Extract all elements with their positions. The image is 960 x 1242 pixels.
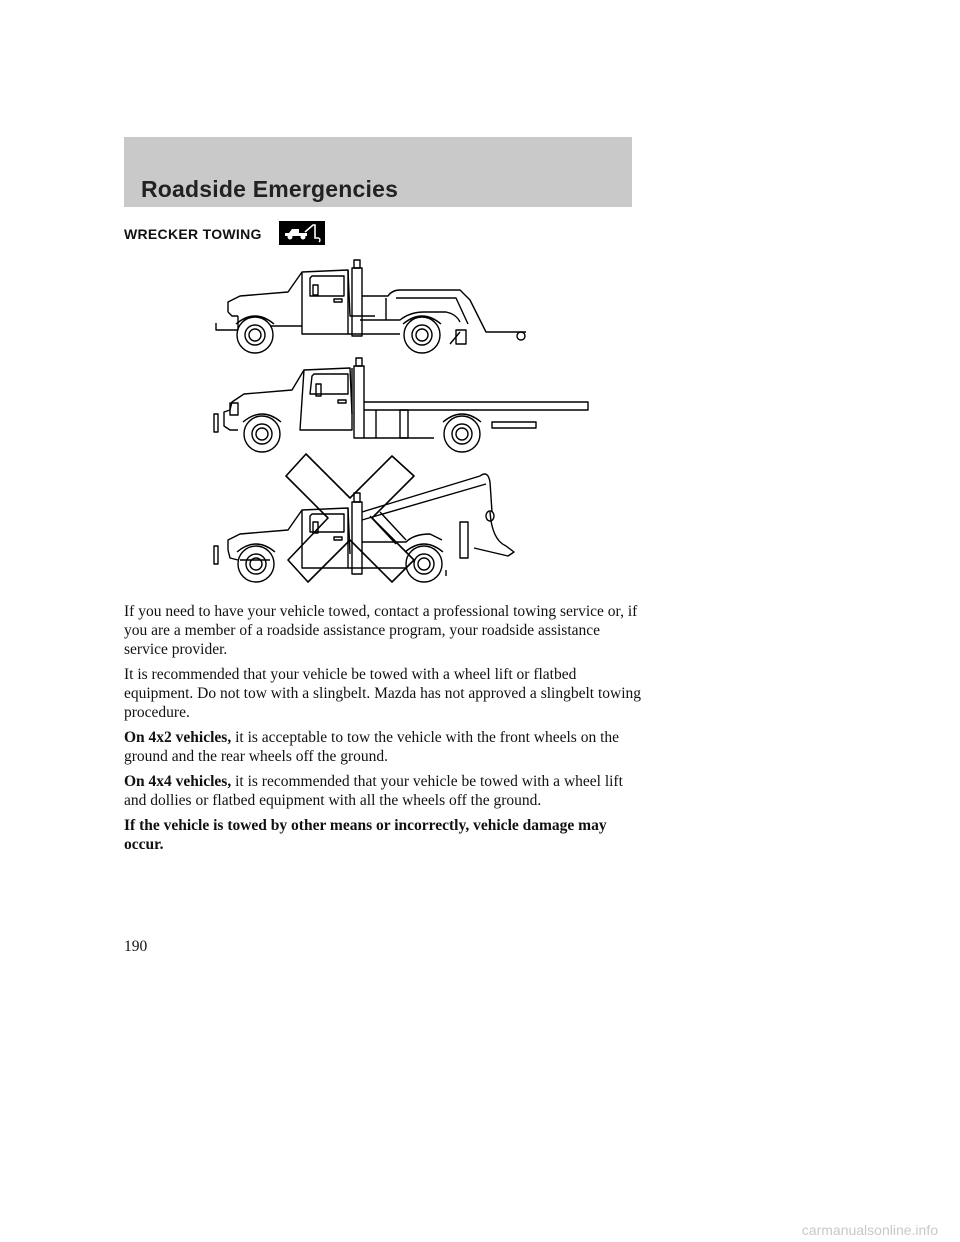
wheel-lift-tow-truck — [216, 260, 526, 353]
x-mark-icon — [286, 454, 414, 582]
paragraph-4x4 — [124, 772, 644, 810]
tow-truck-icon — [279, 221, 325, 245]
paragraph-warning — [124, 816, 644, 854]
flatbed-tow-truck — [214, 358, 588, 452]
4x4-text: it is recommended that your vehicle be towed with a wheel lift and dollies or flatbed equipment with all the wheels off the ground. — [124, 773, 623, 809]
paragraph-recommended-equipment: It is recommended that your vehicle be towed with a wheel lift or flatbed equipment. Do not tow with a slingbelt. Mazda has not approved a slingbelt towing procedure. — [124, 666, 642, 721]
warning-text: If the vehicle is towed by other means or incorrectly, vehicle damage may occur. — [124, 817, 607, 853]
paragraph-4x2 — [124, 728, 644, 766]
wrecker-towing-heading: WRECKER TOWING — [124, 226, 262, 242]
4x4-lead: On 4x4 vehicles, — [124, 773, 232, 790]
towing-methods-illustration — [210, 250, 600, 600]
section-title: Roadside Emergencies — [141, 176, 399, 202]
page-number: 190 — [124, 938, 148, 955]
4x2-text: it is acceptable to tow the vehicle with the front wheels on the ground and the rear wheels off the ground. — [124, 729, 620, 765]
paragraph-contact-towing: If you need to have your vehicle towed, contact a professional towing service or, if you are a member of a roadside assistance program, your roadside assistance service provider. — [124, 603, 638, 658]
watermark: carmanualsonline.info — [801, 1222, 938, 1238]
body-text — [124, 602, 644, 860]
4x2-lead: On 4x2 vehicles, — [124, 729, 232, 746]
